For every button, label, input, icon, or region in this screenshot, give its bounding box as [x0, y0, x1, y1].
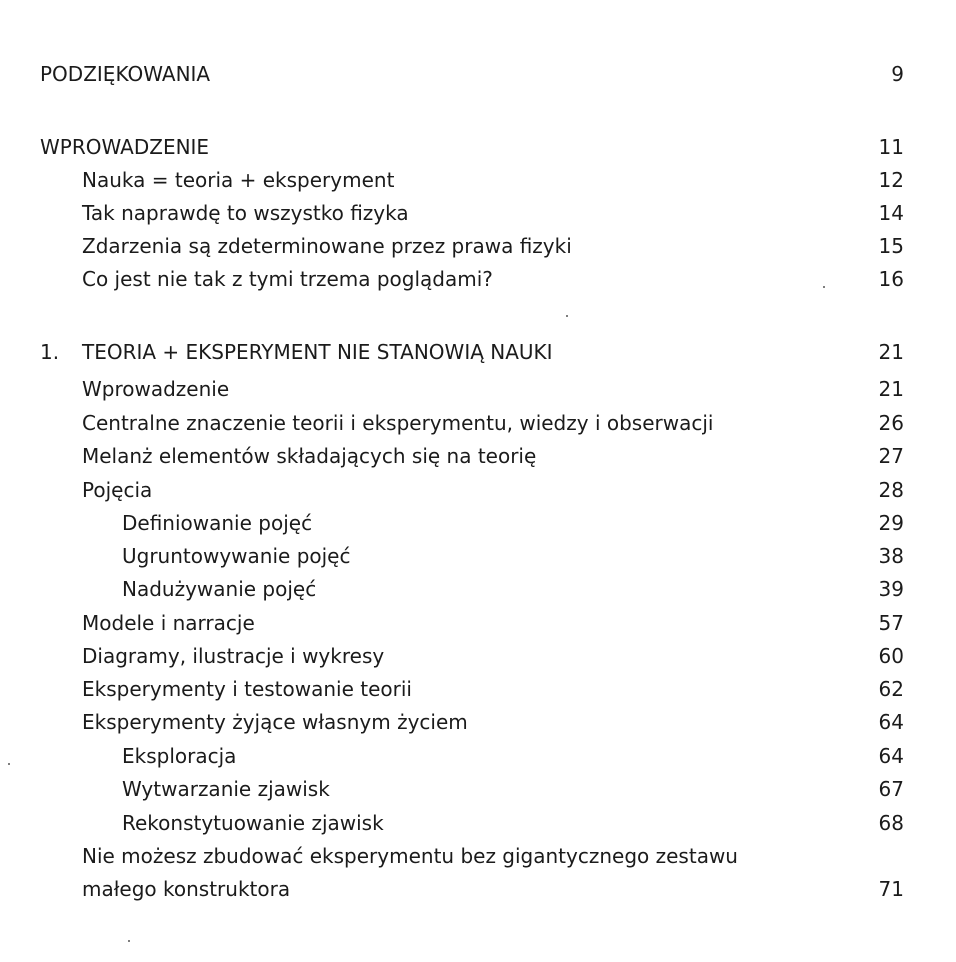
scan-speck — [128, 940, 130, 942]
scan-speck — [823, 286, 825, 288]
toc-entry-title: Eksploracja — [122, 744, 237, 768]
toc-entry-title: Eksperymenty i testowanie teorii — [82, 677, 412, 701]
toc-entry-title: Definiowanie pojęć — [122, 511, 313, 535]
toc-entry-title: PODZIĘKOWANIA — [40, 62, 211, 86]
toc-entry-page: 64 — [878, 710, 904, 734]
scan-speck — [8, 763, 10, 765]
toc-entry-page: 14 — [878, 201, 904, 225]
toc-entry-title: Melanż elementów składających się na teorię — [82, 444, 537, 468]
toc-entry-page: 71 — [878, 877, 904, 901]
toc-entry-title: Rekonstytuowanie zjawisk — [122, 811, 384, 835]
toc-entry-page: 26 — [878, 411, 904, 435]
toc-entry-page: 9 — [891, 62, 904, 86]
toc-entry-title: WPROWADZENIE — [40, 135, 210, 159]
toc-entry-page: 57 — [878, 611, 904, 635]
toc-entry-title: Nadużywanie pojęć — [122, 577, 317, 601]
toc-entry-page: 68 — [878, 811, 904, 835]
toc-entry-page: 27 — [878, 444, 904, 468]
toc-entry-title: małego konstruktora — [82, 877, 291, 901]
toc-entry-title: Eksperymenty żyjące własnym życiem — [82, 710, 468, 734]
toc-entry-title: Zdarzenia są zdeterminowane przez prawa fizyki — [82, 234, 572, 258]
toc-entry-page: 39 — [878, 577, 904, 601]
toc-entry-page: 21 — [878, 377, 904, 401]
toc-entry-page: 29 — [878, 511, 904, 535]
toc-entry-title: Pojęcia — [82, 478, 153, 502]
toc-entry-page: 64 — [878, 744, 904, 768]
toc-entry-page: 62 — [878, 677, 904, 701]
toc-entry-title: Wytwarzanie zjawisk — [122, 777, 330, 801]
toc-entry-title: Diagramy, ilustracje i wykresy — [82, 644, 385, 668]
scan-speck — [566, 315, 568, 317]
toc-entry-page: 15 — [878, 234, 904, 258]
toc-chapter-number: 1. — [40, 340, 60, 364]
toc-entry-page: 67 — [878, 777, 904, 801]
toc-entry-page: 16 — [878, 267, 904, 291]
toc-entry-page: 60 — [878, 644, 904, 668]
toc-entry-title: Nie możesz zbudować eksperymentu bez gigantycznego zestawu — [82, 844, 738, 868]
toc-entry-page: 28 — [878, 478, 904, 502]
toc-entry-page: 38 — [878, 544, 904, 568]
toc-entry-title: TEORIA + EKSPERYMENT NIE STANOWIĄ NAUKI — [82, 340, 553, 364]
toc-entry-title: Co jest nie tak z tymi trzema poglądami? — [82, 267, 493, 291]
toc-entry-title: Tak naprawdę to wszystko fizyka — [82, 201, 409, 225]
toc-entry-title: Centralne znaczenie teorii i eksperymentu, wiedzy i obserwacji — [82, 411, 714, 435]
toc-entry-page: 11 — [878, 135, 904, 159]
toc-entry-title: Ugruntowywanie pojęć — [122, 544, 351, 568]
toc-entry-title: Nauka = teoria + eksperyment — [82, 168, 395, 192]
toc-entry-title: Wprowadzenie — [82, 377, 230, 401]
toc-entry-page: 21 — [878, 340, 904, 364]
toc-entry-page: 12 — [878, 168, 904, 192]
toc-entry-title: Modele i narracje — [82, 611, 255, 635]
